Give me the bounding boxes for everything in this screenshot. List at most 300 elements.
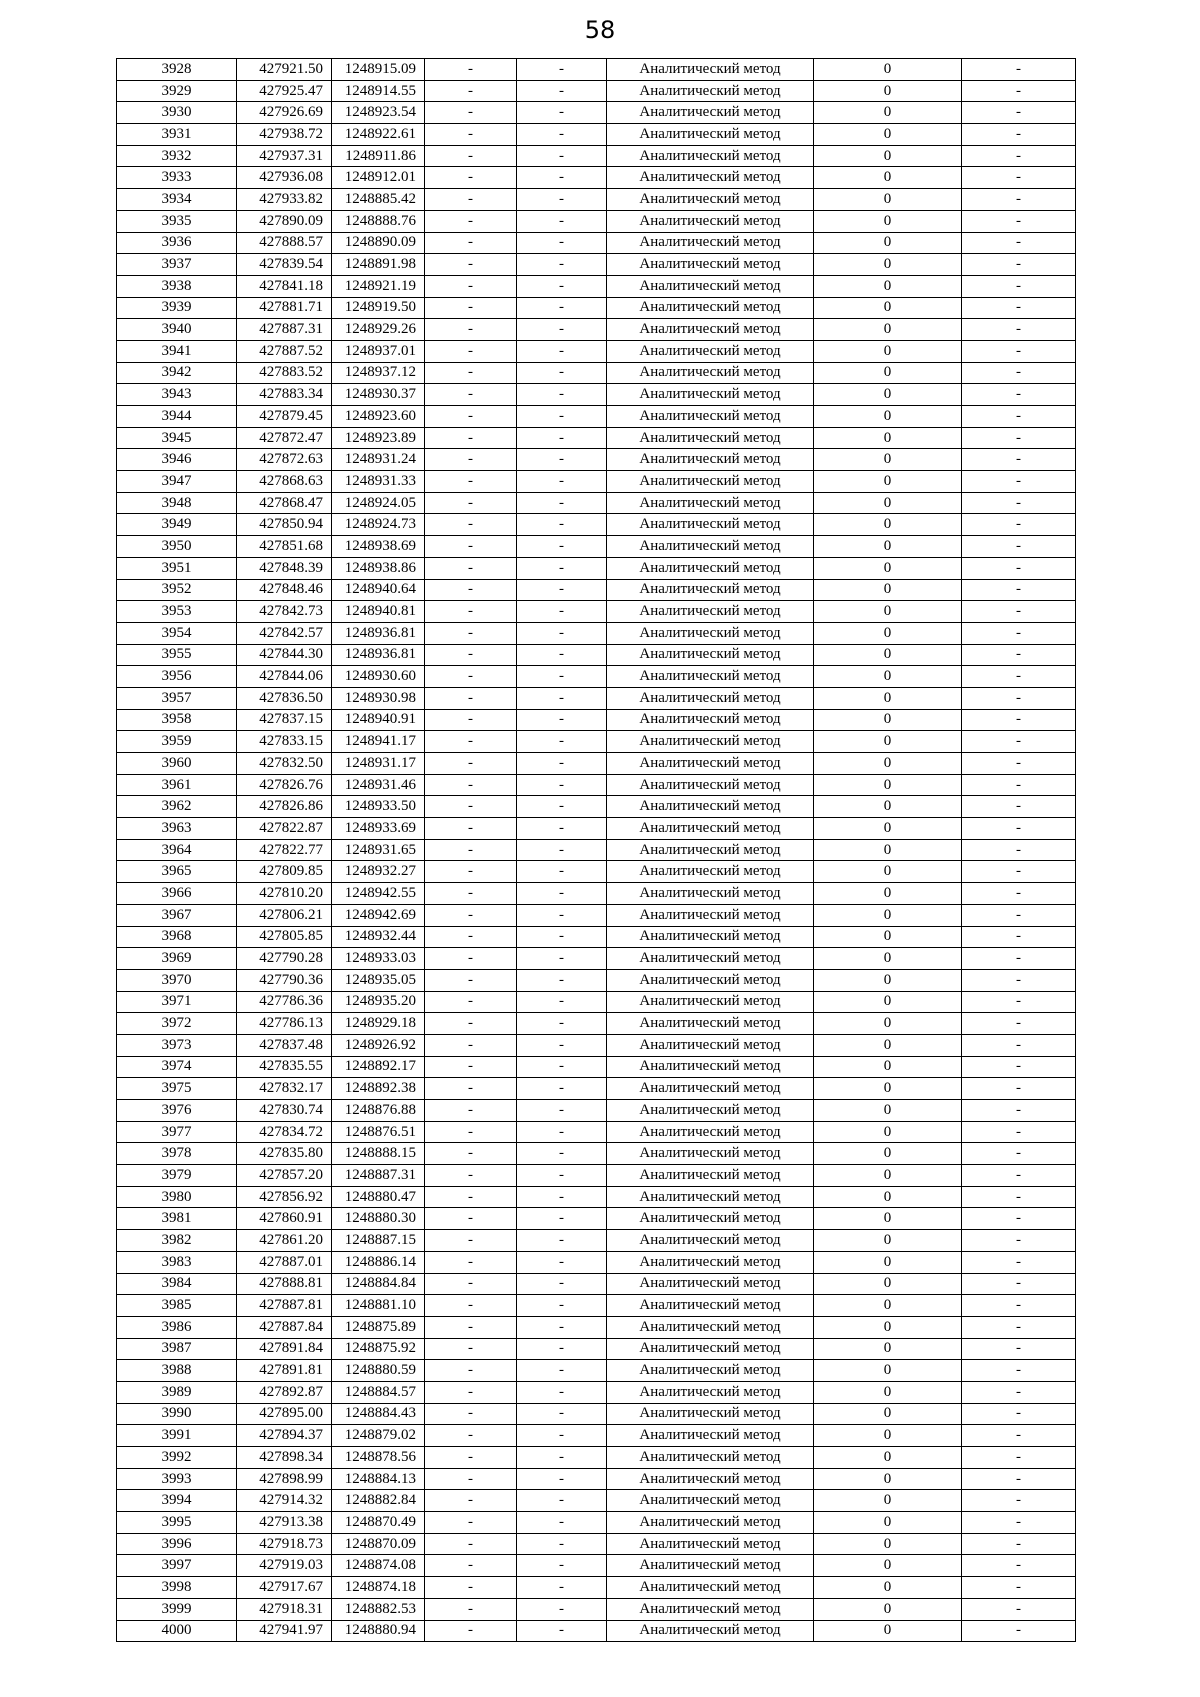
dash-cell: - xyxy=(962,1316,1076,1338)
method-cell: Аналитический метод xyxy=(607,362,814,384)
dash-cell: - xyxy=(962,731,1076,753)
method-cell: Аналитический метод xyxy=(607,471,814,493)
y-coordinate-cell: 1248936.81 xyxy=(332,622,425,644)
dash-cell: - xyxy=(962,1295,1076,1317)
table-row xyxy=(117,167,1076,189)
dash-cell: - xyxy=(517,1143,607,1165)
y-coordinate-cell: 1248931.17 xyxy=(332,753,425,775)
dash-cell: - xyxy=(517,210,607,232)
y-coordinate-cell: 1248923.89 xyxy=(332,427,425,449)
error-value-cell: 0 xyxy=(814,1468,962,1490)
error-value-cell: 0 xyxy=(814,1598,962,1620)
table-row xyxy=(117,449,1076,471)
y-coordinate-cell: 1248880.30 xyxy=(332,1208,425,1230)
dash-cell: - xyxy=(517,1034,607,1056)
dash-cell: - xyxy=(517,1360,607,1382)
error-value-cell: 0 xyxy=(814,275,962,297)
dash-cell: - xyxy=(962,1273,1076,1295)
method-cell: Аналитический метод xyxy=(607,1056,814,1078)
x-coordinate-cell: 427914.32 xyxy=(237,1490,332,1512)
error-value-cell: 0 xyxy=(814,1208,962,1230)
dash-cell: - xyxy=(425,1316,517,1338)
dash-cell: - xyxy=(425,1013,517,1035)
point-number-cell: 3992 xyxy=(117,1447,237,1469)
table-row xyxy=(117,124,1076,146)
x-coordinate-cell: 427848.39 xyxy=(237,557,332,579)
dash-cell: - xyxy=(517,948,607,970)
x-coordinate-cell: 427913.38 xyxy=(237,1512,332,1534)
error-value-cell: 0 xyxy=(814,666,962,688)
table-row xyxy=(117,1273,1076,1295)
dash-cell: - xyxy=(962,1230,1076,1252)
table-row xyxy=(117,1620,1076,1642)
table-row xyxy=(117,883,1076,905)
table-row xyxy=(117,948,1076,970)
y-coordinate-cell: 1248940.91 xyxy=(332,709,425,731)
dash-cell: - xyxy=(517,254,607,276)
y-coordinate-cell: 1248891.98 xyxy=(332,254,425,276)
dash-cell: - xyxy=(517,1447,607,1469)
method-cell: Аналитический метод xyxy=(607,861,814,883)
dash-cell: - xyxy=(962,189,1076,211)
dash-cell: - xyxy=(425,1490,517,1512)
dash-cell: - xyxy=(517,1555,607,1577)
x-coordinate-cell: 427835.55 xyxy=(237,1056,332,1078)
error-value-cell: 0 xyxy=(814,232,962,254)
y-coordinate-cell: 1248892.17 xyxy=(332,1056,425,1078)
y-coordinate-cell: 1248929.18 xyxy=(332,1013,425,1035)
point-number-cell: 3978 xyxy=(117,1143,237,1165)
x-coordinate-cell: 427883.52 xyxy=(237,362,332,384)
error-value-cell: 0 xyxy=(814,145,962,167)
y-coordinate-cell: 1248915.09 xyxy=(332,59,425,81)
table-row xyxy=(117,557,1076,579)
method-cell: Аналитический метод xyxy=(607,1403,814,1425)
point-number-cell: 3939 xyxy=(117,297,237,319)
x-coordinate-cell: 427839.54 xyxy=(237,254,332,276)
x-coordinate-cell: 427836.50 xyxy=(237,687,332,709)
table-row xyxy=(117,818,1076,840)
y-coordinate-cell: 1248885.42 xyxy=(332,189,425,211)
dash-cell: - xyxy=(425,1360,517,1382)
dash-cell: - xyxy=(517,666,607,688)
dash-cell: - xyxy=(517,275,607,297)
y-coordinate-cell: 1248940.64 xyxy=(332,579,425,601)
dash-cell: - xyxy=(962,904,1076,926)
error-value-cell: 0 xyxy=(814,1273,962,1295)
table-row xyxy=(117,340,1076,362)
method-cell: Аналитический метод xyxy=(607,1468,814,1490)
dash-cell: - xyxy=(962,839,1076,861)
dash-cell: - xyxy=(517,362,607,384)
y-coordinate-cell: 1248887.31 xyxy=(332,1165,425,1187)
dash-cell: - xyxy=(425,340,517,362)
table-row xyxy=(117,189,1076,211)
dash-cell: - xyxy=(517,449,607,471)
x-coordinate-cell: 427834.72 xyxy=(237,1121,332,1143)
x-coordinate-cell: 427842.73 xyxy=(237,601,332,623)
x-coordinate-cell: 427806.21 xyxy=(237,904,332,926)
error-value-cell: 0 xyxy=(814,687,962,709)
dash-cell: - xyxy=(517,1251,607,1273)
method-cell: Аналитический метод xyxy=(607,145,814,167)
y-coordinate-cell: 1248940.81 xyxy=(332,601,425,623)
dash-cell: - xyxy=(517,1121,607,1143)
table-row xyxy=(117,969,1076,991)
table-row xyxy=(117,991,1076,1013)
y-coordinate-cell: 1248884.43 xyxy=(332,1403,425,1425)
dash-cell: - xyxy=(962,557,1076,579)
point-number-cell: 3960 xyxy=(117,753,237,775)
x-coordinate-cell: 427837.48 xyxy=(237,1034,332,1056)
point-number-cell: 3975 xyxy=(117,1078,237,1100)
point-number-cell: 3935 xyxy=(117,210,237,232)
dash-cell: - xyxy=(425,427,517,449)
dash-cell: - xyxy=(425,1165,517,1187)
method-cell: Аналитический метод xyxy=(607,774,814,796)
x-coordinate-cell: 427881.71 xyxy=(237,297,332,319)
y-coordinate-cell: 1248884.13 xyxy=(332,1468,425,1490)
table-row xyxy=(117,210,1076,232)
method-cell: Аналитический метод xyxy=(607,883,814,905)
table-row xyxy=(117,1034,1076,1056)
dash-cell: - xyxy=(517,471,607,493)
table-row xyxy=(117,80,1076,102)
table-row xyxy=(117,796,1076,818)
dash-cell: - xyxy=(517,1056,607,1078)
x-coordinate-cell: 427872.63 xyxy=(237,449,332,471)
x-coordinate-cell: 427888.81 xyxy=(237,1273,332,1295)
dash-cell: - xyxy=(962,601,1076,623)
dash-cell: - xyxy=(517,1403,607,1425)
error-value-cell: 0 xyxy=(814,59,962,81)
dash-cell: - xyxy=(962,644,1076,666)
method-cell: Аналитический метод xyxy=(607,1273,814,1295)
x-coordinate-cell: 427830.74 xyxy=(237,1100,332,1122)
x-coordinate-cell: 427832.50 xyxy=(237,753,332,775)
dash-cell: - xyxy=(517,861,607,883)
dash-cell: - xyxy=(962,471,1076,493)
dash-cell: - xyxy=(517,1208,607,1230)
table-row xyxy=(117,427,1076,449)
point-number-cell: 3943 xyxy=(117,384,237,406)
table-row xyxy=(117,319,1076,341)
dash-cell: - xyxy=(517,406,607,428)
method-cell: Аналитический метод xyxy=(607,492,814,514)
point-number-cell: 3953 xyxy=(117,601,237,623)
error-value-cell: 0 xyxy=(814,1533,962,1555)
table-row xyxy=(117,384,1076,406)
dash-cell: - xyxy=(962,948,1076,970)
error-value-cell: 0 xyxy=(814,492,962,514)
method-cell: Аналитический метод xyxy=(607,1620,814,1642)
error-value-cell: 0 xyxy=(814,622,962,644)
dash-cell: - xyxy=(517,1165,607,1187)
x-coordinate-cell: 427887.52 xyxy=(237,340,332,362)
error-value-cell: 0 xyxy=(814,753,962,775)
method-cell: Аналитический метод xyxy=(607,449,814,471)
y-coordinate-cell: 1248887.15 xyxy=(332,1230,425,1252)
dash-cell: - xyxy=(962,124,1076,146)
point-number-cell: 3933 xyxy=(117,167,237,189)
dash-cell: - xyxy=(517,232,607,254)
x-coordinate-cell: 427887.81 xyxy=(237,1295,332,1317)
y-coordinate-cell: 1248875.92 xyxy=(332,1338,425,1360)
dash-cell: - xyxy=(517,319,607,341)
dash-cell: - xyxy=(425,1056,517,1078)
dash-cell: - xyxy=(962,275,1076,297)
y-coordinate-cell: 1248924.73 xyxy=(332,514,425,536)
error-value-cell: 0 xyxy=(814,883,962,905)
dash-cell: - xyxy=(425,1230,517,1252)
point-number-cell: 3958 xyxy=(117,709,237,731)
y-coordinate-cell: 1248933.69 xyxy=(332,818,425,840)
method-cell: Аналитический метод xyxy=(607,666,814,688)
error-value-cell: 0 xyxy=(814,774,962,796)
error-value-cell: 0 xyxy=(814,1056,962,1078)
dash-cell: - xyxy=(962,1013,1076,1035)
dash-cell: - xyxy=(962,1577,1076,1599)
dash-cell: - xyxy=(962,1468,1076,1490)
y-coordinate-cell: 1248914.55 xyxy=(332,80,425,102)
dash-cell: - xyxy=(425,1251,517,1273)
dash-cell: - xyxy=(962,709,1076,731)
error-value-cell: 0 xyxy=(814,579,962,601)
dash-cell: - xyxy=(517,1186,607,1208)
table-row xyxy=(117,1533,1076,1555)
x-coordinate-cell: 427822.87 xyxy=(237,818,332,840)
method-cell: Аналитический метод xyxy=(607,1360,814,1382)
table-row xyxy=(117,1447,1076,1469)
point-number-cell: 3982 xyxy=(117,1230,237,1252)
dash-cell: - xyxy=(962,1555,1076,1577)
method-cell: Аналитический метод xyxy=(607,536,814,558)
dash-cell: - xyxy=(962,1338,1076,1360)
x-coordinate-cell: 427837.15 xyxy=(237,709,332,731)
dash-cell: - xyxy=(517,1425,607,1447)
y-coordinate-cell: 1248878.56 xyxy=(332,1447,425,1469)
error-value-cell: 0 xyxy=(814,536,962,558)
error-value-cell: 0 xyxy=(814,709,962,731)
point-number-cell: 3952 xyxy=(117,579,237,601)
error-value-cell: 0 xyxy=(814,297,962,319)
y-coordinate-cell: 1248879.02 xyxy=(332,1425,425,1447)
dash-cell: - xyxy=(962,861,1076,883)
table-row xyxy=(117,861,1076,883)
dash-cell: - xyxy=(962,1403,1076,1425)
dash-cell: - xyxy=(517,297,607,319)
method-cell: Аналитический метод xyxy=(607,969,814,991)
point-number-cell: 3931 xyxy=(117,124,237,146)
dash-cell: - xyxy=(425,1425,517,1447)
y-coordinate-cell: 1248938.86 xyxy=(332,557,425,579)
dash-cell: - xyxy=(517,904,607,926)
x-coordinate-cell: 427892.87 xyxy=(237,1381,332,1403)
dash-cell: - xyxy=(517,340,607,362)
dash-cell: - xyxy=(962,427,1076,449)
table-row xyxy=(117,687,1076,709)
dash-cell: - xyxy=(425,1447,517,1469)
y-coordinate-cell: 1248931.33 xyxy=(332,471,425,493)
dash-cell: - xyxy=(425,1295,517,1317)
point-number-cell: 3993 xyxy=(117,1468,237,1490)
table-row xyxy=(117,145,1076,167)
x-coordinate-cell: 427848.46 xyxy=(237,579,332,601)
point-number-cell: 3983 xyxy=(117,1251,237,1273)
method-cell: Аналитический метод xyxy=(607,1533,814,1555)
method-cell: Аналитический метод xyxy=(607,406,814,428)
y-coordinate-cell: 1248888.15 xyxy=(332,1143,425,1165)
point-number-cell: 3964 xyxy=(117,839,237,861)
point-number-cell: 3937 xyxy=(117,254,237,276)
dash-cell: - xyxy=(425,709,517,731)
dash-cell: - xyxy=(517,1490,607,1512)
dash-cell: - xyxy=(962,1620,1076,1642)
table-row xyxy=(117,1577,1076,1599)
dash-cell: - xyxy=(517,709,607,731)
y-coordinate-cell: 1248931.24 xyxy=(332,449,425,471)
dash-cell: - xyxy=(425,1208,517,1230)
method-cell: Аналитический метод xyxy=(607,210,814,232)
y-coordinate-cell: 1248933.50 xyxy=(332,796,425,818)
dash-cell: - xyxy=(962,362,1076,384)
dash-cell: - xyxy=(517,1512,607,1534)
dash-cell: - xyxy=(517,427,607,449)
method-cell: Аналитический метод xyxy=(607,1338,814,1360)
dash-cell: - xyxy=(425,904,517,926)
x-coordinate-cell: 427938.72 xyxy=(237,124,332,146)
table-row xyxy=(117,1468,1076,1490)
method-cell: Аналитический метод xyxy=(607,1316,814,1338)
error-value-cell: 0 xyxy=(814,1100,962,1122)
x-coordinate-cell: 427879.45 xyxy=(237,406,332,428)
error-value-cell: 0 xyxy=(814,1143,962,1165)
dash-cell: - xyxy=(517,1577,607,1599)
dash-cell: - xyxy=(517,1533,607,1555)
x-coordinate-cell: 427919.03 xyxy=(237,1555,332,1577)
error-value-cell: 0 xyxy=(814,319,962,341)
table-row xyxy=(117,644,1076,666)
x-coordinate-cell: 427936.08 xyxy=(237,167,332,189)
method-cell: Аналитический метод xyxy=(607,1143,814,1165)
method-cell: Аналитический метод xyxy=(607,297,814,319)
x-coordinate-cell: 427860.91 xyxy=(237,1208,332,1230)
x-coordinate-cell: 427842.57 xyxy=(237,622,332,644)
dash-cell: - xyxy=(425,926,517,948)
y-coordinate-cell: 1248923.60 xyxy=(332,406,425,428)
dash-cell: - xyxy=(425,232,517,254)
table-row xyxy=(117,232,1076,254)
x-coordinate-cell: 427841.18 xyxy=(237,275,332,297)
x-coordinate-cell: 427809.85 xyxy=(237,861,332,883)
dash-cell: - xyxy=(962,622,1076,644)
y-coordinate-cell: 1248888.76 xyxy=(332,210,425,232)
table-row xyxy=(117,1316,1076,1338)
dash-cell: - xyxy=(517,1100,607,1122)
dash-cell: - xyxy=(517,1230,607,1252)
method-cell: Аналитический метод xyxy=(607,644,814,666)
dash-cell: - xyxy=(517,557,607,579)
dash-cell: - xyxy=(425,1100,517,1122)
dash-cell: - xyxy=(517,1013,607,1035)
dash-cell: - xyxy=(425,1468,517,1490)
point-number-cell: 3984 xyxy=(117,1273,237,1295)
table-row xyxy=(117,1403,1076,1425)
error-value-cell: 0 xyxy=(814,1381,962,1403)
table-row xyxy=(117,904,1076,926)
dash-cell: - xyxy=(962,449,1076,471)
dash-cell: - xyxy=(425,687,517,709)
dash-cell: - xyxy=(425,275,517,297)
y-coordinate-cell: 1248870.49 xyxy=(332,1512,425,1534)
table-row xyxy=(117,406,1076,428)
method-cell: Аналитический метод xyxy=(607,1425,814,1447)
y-coordinate-cell: 1248881.10 xyxy=(332,1295,425,1317)
dash-cell: - xyxy=(962,210,1076,232)
dash-cell: - xyxy=(962,991,1076,1013)
dash-cell: - xyxy=(962,102,1076,124)
error-value-cell: 0 xyxy=(814,1338,962,1360)
error-value-cell: 0 xyxy=(814,926,962,948)
error-value-cell: 0 xyxy=(814,1078,962,1100)
dash-cell: - xyxy=(962,1034,1076,1056)
y-coordinate-cell: 1248936.81 xyxy=(332,644,425,666)
table-row xyxy=(117,492,1076,514)
error-value-cell: 0 xyxy=(814,124,962,146)
x-coordinate-cell: 427891.81 xyxy=(237,1360,332,1382)
dash-cell: - xyxy=(425,1381,517,1403)
dash-cell: - xyxy=(517,796,607,818)
x-coordinate-cell: 427861.20 xyxy=(237,1230,332,1252)
y-coordinate-cell: 1248935.20 xyxy=(332,991,425,1013)
x-coordinate-cell: 427898.34 xyxy=(237,1447,332,1469)
dash-cell: - xyxy=(517,731,607,753)
y-coordinate-cell: 1248930.60 xyxy=(332,666,425,688)
table-row xyxy=(117,536,1076,558)
dash-cell: - xyxy=(425,189,517,211)
point-number-cell: 3967 xyxy=(117,904,237,926)
method-cell: Аналитический метод xyxy=(607,102,814,124)
dash-cell: - xyxy=(962,1121,1076,1143)
method-cell: Аналитический метод xyxy=(607,796,814,818)
table-row xyxy=(117,362,1076,384)
error-value-cell: 0 xyxy=(814,1403,962,1425)
dash-cell: - xyxy=(517,622,607,644)
dash-cell: - xyxy=(425,991,517,1013)
point-number-cell: 3932 xyxy=(117,145,237,167)
dash-cell: - xyxy=(962,340,1076,362)
point-number-cell: 3989 xyxy=(117,1381,237,1403)
point-number-cell: 3981 xyxy=(117,1208,237,1230)
x-coordinate-cell: 427786.13 xyxy=(237,1013,332,1035)
table-row xyxy=(117,926,1076,948)
table-row xyxy=(117,59,1076,81)
error-value-cell: 0 xyxy=(814,1230,962,1252)
dash-cell: - xyxy=(962,1165,1076,1187)
y-coordinate-cell: 1248882.53 xyxy=(332,1598,425,1620)
dash-cell: - xyxy=(517,59,607,81)
table-row xyxy=(117,1143,1076,1165)
y-coordinate-cell: 1248926.92 xyxy=(332,1034,425,1056)
y-coordinate-cell: 1248875.89 xyxy=(332,1316,425,1338)
table-row xyxy=(117,297,1076,319)
dash-cell: - xyxy=(962,1447,1076,1469)
method-cell: Аналитический метод xyxy=(607,1121,814,1143)
table-row xyxy=(117,471,1076,493)
y-coordinate-cell: 1248942.55 xyxy=(332,883,425,905)
error-value-cell: 0 xyxy=(814,384,962,406)
error-value-cell: 0 xyxy=(814,1490,962,1512)
